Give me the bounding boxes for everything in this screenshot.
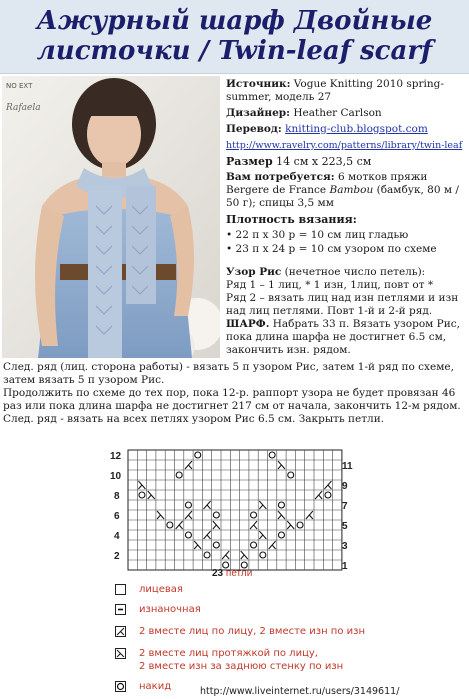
photo-caption: Rafaela	[6, 103, 41, 113]
photo-badge: NO EXT	[6, 82, 33, 90]
row-label-left-5: 4	[114, 531, 120, 542]
k2tog-icon	[115, 626, 126, 637]
ssk-icon	[115, 648, 126, 659]
chart-grid	[110, 448, 360, 580]
row-label-right-4: 5	[342, 521, 348, 532]
row-label-left-4: 6	[114, 511, 120, 522]
row-label-right-1: 11	[342, 461, 353, 472]
row-label-left-6: 2	[114, 551, 120, 562]
row-label-left-2: 10	[110, 471, 122, 482]
row-label-right-6: 1	[342, 561, 348, 572]
dash-square-icon	[115, 604, 126, 615]
instruction-2: Продолжить по схеме до тех пор, пока 12-р. раппорт узора не будет провязан 46 раз или пока длина шарфа не достигнет 217 см от начала, закончить 12-м рядом.	[3, 387, 461, 412]
yarn-over-icon	[115, 681, 126, 692]
ravelry-link[interactable]: http://www.ravelry.com/patterns/library/twin-leaf	[226, 140, 463, 151]
row-label-right-3: 7	[342, 501, 348, 512]
instruction-3: След. ряд - вязать на всех петлях узором Рис 6.5 см. Закрыть петли.	[3, 413, 385, 425]
model-photo	[2, 76, 220, 358]
gauge-heading: Плотность вязания:	[226, 213, 357, 226]
source-url[interactable]: http://www.liveinternet.ru/users/3149611/	[200, 686, 400, 697]
instruction-1: След. ряд (лиц. сторона работы) - вязать 5 п узором Рис, затем 1-й ряд по схеме, затем вязать 5 п узором Рис.	[3, 361, 454, 386]
knitting-chart	[110, 448, 360, 584]
rice-row-2: Ряд 2 – вязать лиц над изн петлями и изн над лиц петлями. Повт 1-й и 2-й ряд.	[226, 292, 459, 317]
scarf-model-illustration	[2, 76, 220, 358]
info-block	[226, 78, 466, 259]
title-line-2: листочки / Twin-leaf scarf	[36, 36, 433, 66]
row-label-right-5: 3	[342, 541, 348, 552]
stitch-count-label: 23 петли	[212, 568, 253, 579]
rice-row-1: Ряд 1 – 1 лиц, * 1 изн, 1лиц, повт от *	[226, 279, 434, 291]
size-line: Размер 14 см x 223,5 см	[226, 155, 372, 168]
title-line-1: Ажурный шарф Двойные	[36, 6, 433, 36]
blank-square-icon	[115, 584, 126, 595]
translation-line: Перевод: knitting-club.blogspot.com	[226, 123, 428, 135]
gauge-line-2: • 23 п x 24 р = 10 см узором по схеме	[226, 243, 437, 255]
pattern-block	[226, 266, 466, 357]
row-label-right-2: 9	[342, 481, 348, 492]
source-line: Источник: Vogue Knitting 2010 spring-summer, модель 27	[226, 78, 444, 103]
row-label-left-3: 8	[114, 491, 120, 502]
gauge-line-1: • 22 п x 30 р = 10 см лиц гладью	[226, 229, 409, 241]
row-label-left-1: 12	[110, 451, 122, 462]
rice-heading: Узор Рис (нечетное число петель):	[226, 266, 426, 278]
instructions	[3, 361, 465, 426]
yarn-line: Вам потребуется: 6 мотков пряжи Bergere de France Bambou (бамбук, 80 м / 50 г); спицы 3,5 мм	[226, 171, 459, 209]
translation-link[interactable]: knitting-club.blogspot.com	[285, 123, 428, 135]
designer-line: Дизайнер: Heather Carlson	[226, 107, 382, 119]
page-title	[0, 0, 469, 74]
scarf-instructions: ШАРФ. Набрать 33 п. Вязать узором Рис, пока длина шарфа не достигнет 6.5 см, закончить изн. рядом.	[226, 318, 460, 356]
